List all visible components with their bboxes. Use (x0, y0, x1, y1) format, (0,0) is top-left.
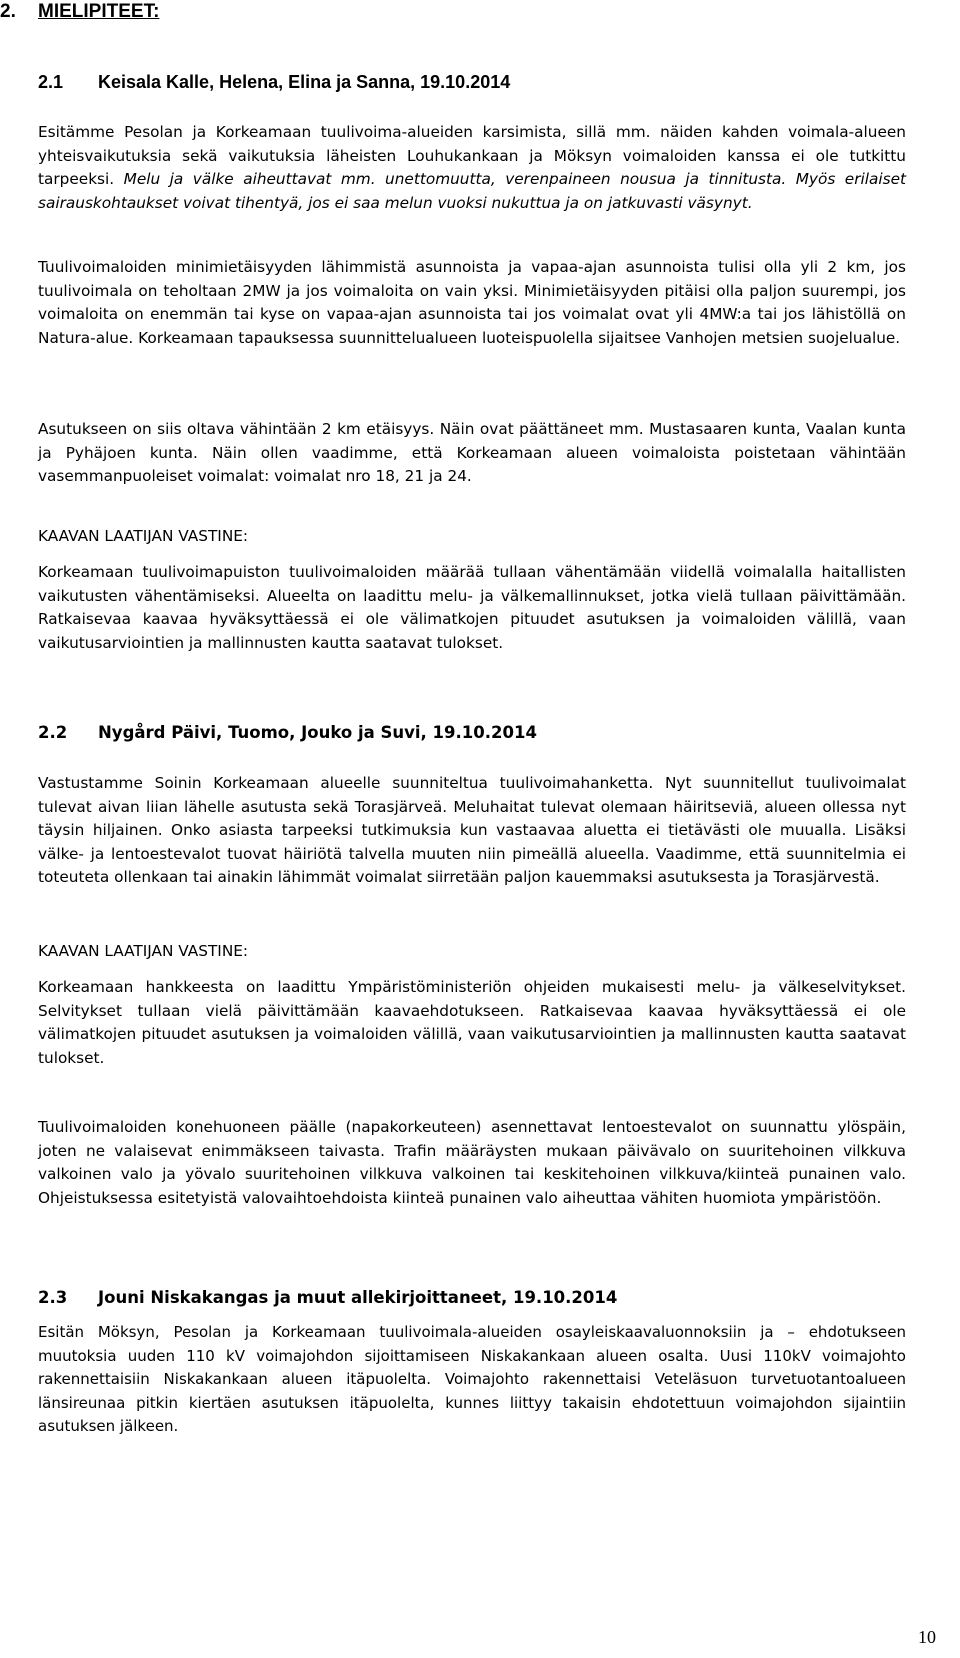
section-title: Nygård Päivi, Tuomo, Jouko ja Suvi, 19.10.2014 (98, 723, 537, 742)
section-heading-2-1 (38, 70, 510, 94)
section-2-1-response-label: KAAVAN LAATIJAN VASTINE: (38, 527, 249, 545)
section-heading-2-2 (38, 721, 537, 745)
section-2-3-opinion: Esitän Möksyn, Pesolan ja Korkeamaan tuulivoimala-alueiden osayleiskaavaluonnoksiin ja – ehdotukseen muutoksia uuden 110 kV voimajohdon sijoittamiseen Niskakankaan alueen osalta. Uusi 110kV voimajohto rakennettaisiin Niskakankaan alueen itäpuolelta. Voimajohto rakennettaisi Veteläsuon turvetuotantoalueen länsireunaa pitkin kiertäen asutuksen itäpuolelta, kunnes liittyy takaisin ehdotettuun voimajohdon sijaintiin asutuksen jälkeen. (38, 1323, 906, 1435)
main-heading-number: 2. (0, 1, 16, 22)
section-2-1-paragraph-2: Tuulivoimaloiden minimietäisyyden lähimmistä asunnoista ja vapaa-ajan asunnoista tulisi olla yli 2 km, jos tuulivoimala on teholtaan 2MW ja jos voimaloita on vain yksi. Minimietäisyyden pitäisi olla paljon suurempi, jos voimaloita on enemmän tai kyse on vapaa-ajan asunnoista tai jos voimalat ovat yli 4MW:a tai jos lähistöllä on Natura-alue. Korkeamaan tapauksessa suunnittelualueen luoteispuolella sijaitsee Vanhojen metsien suojelualue. (38, 258, 906, 347)
section-2-1-response: Korkeamaan tuulivoimapuiston tuulivoimaloiden määrää tullaan vähentämään viidellä voimalalla haitallisten vaikutusten vähentämiseksi. Alueelta on laadittu melu- ja välkemallinnukset, jotka vielä tullaan päivittämään. Ratkaisevaa kaavaa hyväksyttäessä ei ole välimatkojen pituudet asutuksen ja voimaloiden välillä, vaan vaikutusarviointien ja mallinnusten kautta saatavat tulokset. (38, 563, 906, 652)
section-title: Jouni Niskakangas ja muut allekirjoittaneet, 19.10.2014 (98, 1288, 618, 1307)
main-heading-title: MIELIPITEET: (38, 1, 160, 22)
section-2-2-response: Korkeamaan hankkeesta on laadittu Ympäristöministeriön ohjeiden mukaisesti melu- ja välkeselvitykset. Selvitykset tullaan vielä päivittämään kaavaehdotukseen. Ratkaisevaa kaavaa hyväksyttäessä ei ole välimatkojen pituudet asutuksen ja voimaloiden välillä, vaan vaikutusarviointien ja mallinnusten kautta saatavat tulokset. (38, 978, 906, 1067)
opinion-text: Esitämme Pesolan ja Korkeamaan tuulivoima-alueiden karsimista, sillä mm. näiden kahden voimala-alueen yhteisvaikutuksia sekä vaikutuksia läheisten Louhukankaan ja Möksyn voimaloiden kanssa ei ole tutkittu tarpeeksi. (38, 123, 906, 188)
section-2-1-paragraph-3: Asutukseen on siis oltava vähintään 2 km etäisyys. Näin ovat päättäneet mm. Mustasaaren kunta, Vaalan kunta ja Pyhäjoen kunta. Näin ollen vaadimme, että Korkeamaan alueen voimaloista poistetaan vähintään vasemmanpuoleiset voimalat: voimalat nro 18, 21 ja 24. (38, 420, 906, 485)
page-number: 10 (918, 1627, 936, 1647)
section-2-2-response-label: KAAVAN LAATIJAN VASTINE: (38, 942, 249, 960)
main-heading (0, 0, 160, 24)
section-title: Keisala Kalle, Helena, Elina ja Sanna, 19.10.2014 (98, 72, 511, 92)
section-number: 2.1 (38, 72, 64, 92)
section-number: 2.2 (38, 723, 68, 742)
section-2-2-response-2: Tuulivoimaloiden konehuoneen päälle (napakorkeuteen) asennettavat lentoestevalot on suunnattu ylöspäin, joten ne valaisevat enimmäkseen taivasta. Trafin määräysten mukaan päivävalo on suuritehoinen vilkkuva valkoinen valo ja yövalo suuritehoinen vilkkuva valkoinen tai keskitehoinen vilkkuva/kiinteä punainen valo. Ohjeistuksessa esitetyistä valovaihtoehdoista kiinteä punainen valo aiheuttaa vähiten huomiota ympäristöön. (38, 1118, 906, 1207)
section-heading-2-3 (38, 1286, 617, 1310)
section-2-2-opinion: Vastustamme Soinin Korkeamaan alueelle suunniteltua tuulivoimahanketta. Nyt suunnitellut tuulivoimalat tulevat aivan liian lähelle asutusta sekä Torasjärveä. Meluhaitat tulevat olemaan häiritseviä, alueen ollessa nyt täysin hiljainen. Onko asiasta tarpeeksi tutkimuksia kun vastaavaa aluetta ei tietävästi ole muualla. Lisäksi välke- ja lentoestevalot tuovat häiriötä talvella muuten niin pimeällä alueella. Vaadimme, että suunnitelmia ei toteuteta ollenkaan tai ainakin lähimmät voimalat siirretään paljon kauemmaksi asutuksesta ja Torasjärvestä. (38, 774, 906, 886)
opinion-text-italic: Melu ja välke aiheuttavat mm. unettomuutta, verenpaineen nousua ja tinnitusta. Myös erilaiset sairauskohtaukset voivat tihentyä, jos ei saa melun vuoksi nukuttua ja on jatkuvasti väsynyt. (38, 170, 906, 212)
section-2-1-opinion (38, 121, 906, 215)
section-number: 2.3 (38, 1288, 68, 1307)
